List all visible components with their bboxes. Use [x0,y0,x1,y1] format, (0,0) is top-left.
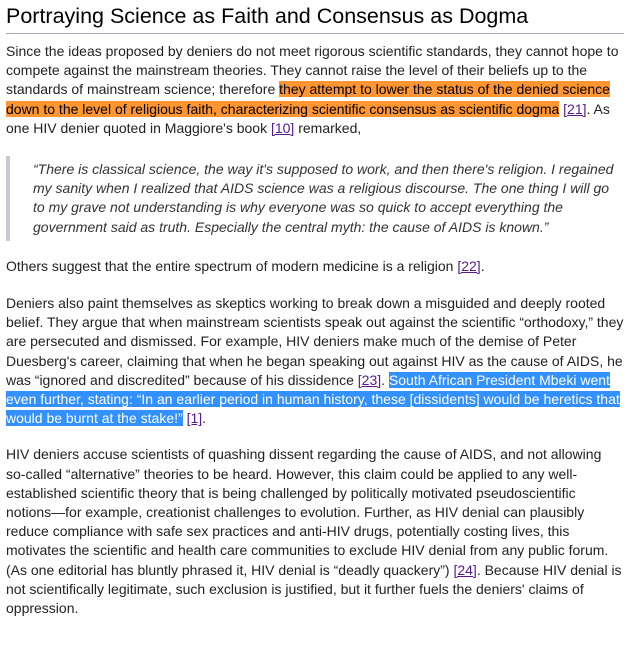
selected-text[interactable]: South African President Mbeki went even further, stating: “In an earlier period in human history, these [dissidents] would be heretics that would be burnt at the stake!” [6,371,620,427]
paragraph-text: HIV deniers accuse scientists of quashing dissent regarding the cause of AIDS, and not allowing so-called “alternative” theories to be heard. However, this claim could be applied to any well-established scientific theory that is being challenged by politically motivated pseudoscientific notions—for example, creationist challenges to evolution. Further, as HIV denial can plausibly reduce compliance with safe sex practices and anti-HIV drugs, potentially costing lives, this motivates the scientific and health care communities to exclude HIV denial from any public forum. (As one editorial has bluntly phrased it, HIV denial is “deadly quackery”) [6,446,609,578]
paragraph-text: Others suggest that the entire spectrum of modern medicine is a religion [6,257,458,274]
paragraph-text: . [202,410,207,427]
article-content [0,2,624,618]
paragraph-text: Deniers also paint themselves as skeptics working to break down a misguided and deeply rooted belief. They argue that when mainstream scientists speak out against the scientific “orthodoxy,” they are persecuted and dismissed. For example, HIV deniers make much of the demise of Peter Duesberg's career, claiming that when he began speaking out against HIV as the cause of AIDS, he was “ignored and discredited” because of his dissidence [6,295,624,388]
paragraph-text: . Because HIV denial is not scientifically legitimate, such exclusion is justified, but it further fuels the deniers' claims of oppression. [6,561,622,617]
citation-link-23[interactable]: [23] [357,371,382,388]
paragraph-skeptics [6,294,624,428]
citation-link-21[interactable]: [21] [563,100,587,117]
paragraph-text: . As one HIV denier quoted in Maggiore's book [6,100,610,136]
block-quote [6,156,624,241]
section-heading: Portraying Science as Faith and Consensus as Dogma [6,2,624,34]
citation-link-24[interactable]: [24] [453,561,477,578]
paragraph-dissent [6,445,624,618]
paragraph-intro [6,42,624,138]
paragraph-religion [6,257,624,276]
paragraph-text: remarked, [294,119,362,136]
citation-link-10[interactable]: [10] [270,119,295,136]
citation-link-22[interactable]: [22] [457,257,481,274]
paragraph-text: . [480,257,485,274]
paragraph-text: Since the ideas proposed by deniers do not meet rigorous scientific standards, they cannot hope to compete against the mainstream theories. They cannot raise the level of their beliefs up to the standards of mainstream science; therefore [6,43,619,98]
citation-link-1[interactable]: [1] [186,410,203,427]
quote-text: “There is classical science, the way it's supposed to work, and then there's religion. I regained my sanity when I realized that AIDS science was a religious discourse. The one thing I will go to my grave not understanding is why everyone was so quick to accept everything the government said as truth. Especially the central myth: the cause of AIDS is known.” [33,161,614,235]
highlighted-text[interactable]: they attempt to lower the status of the denied science down to the level of religious faith, characterizing scientific consensus as scientific dogma [6,81,610,117]
paragraph-text: . [381,371,389,388]
